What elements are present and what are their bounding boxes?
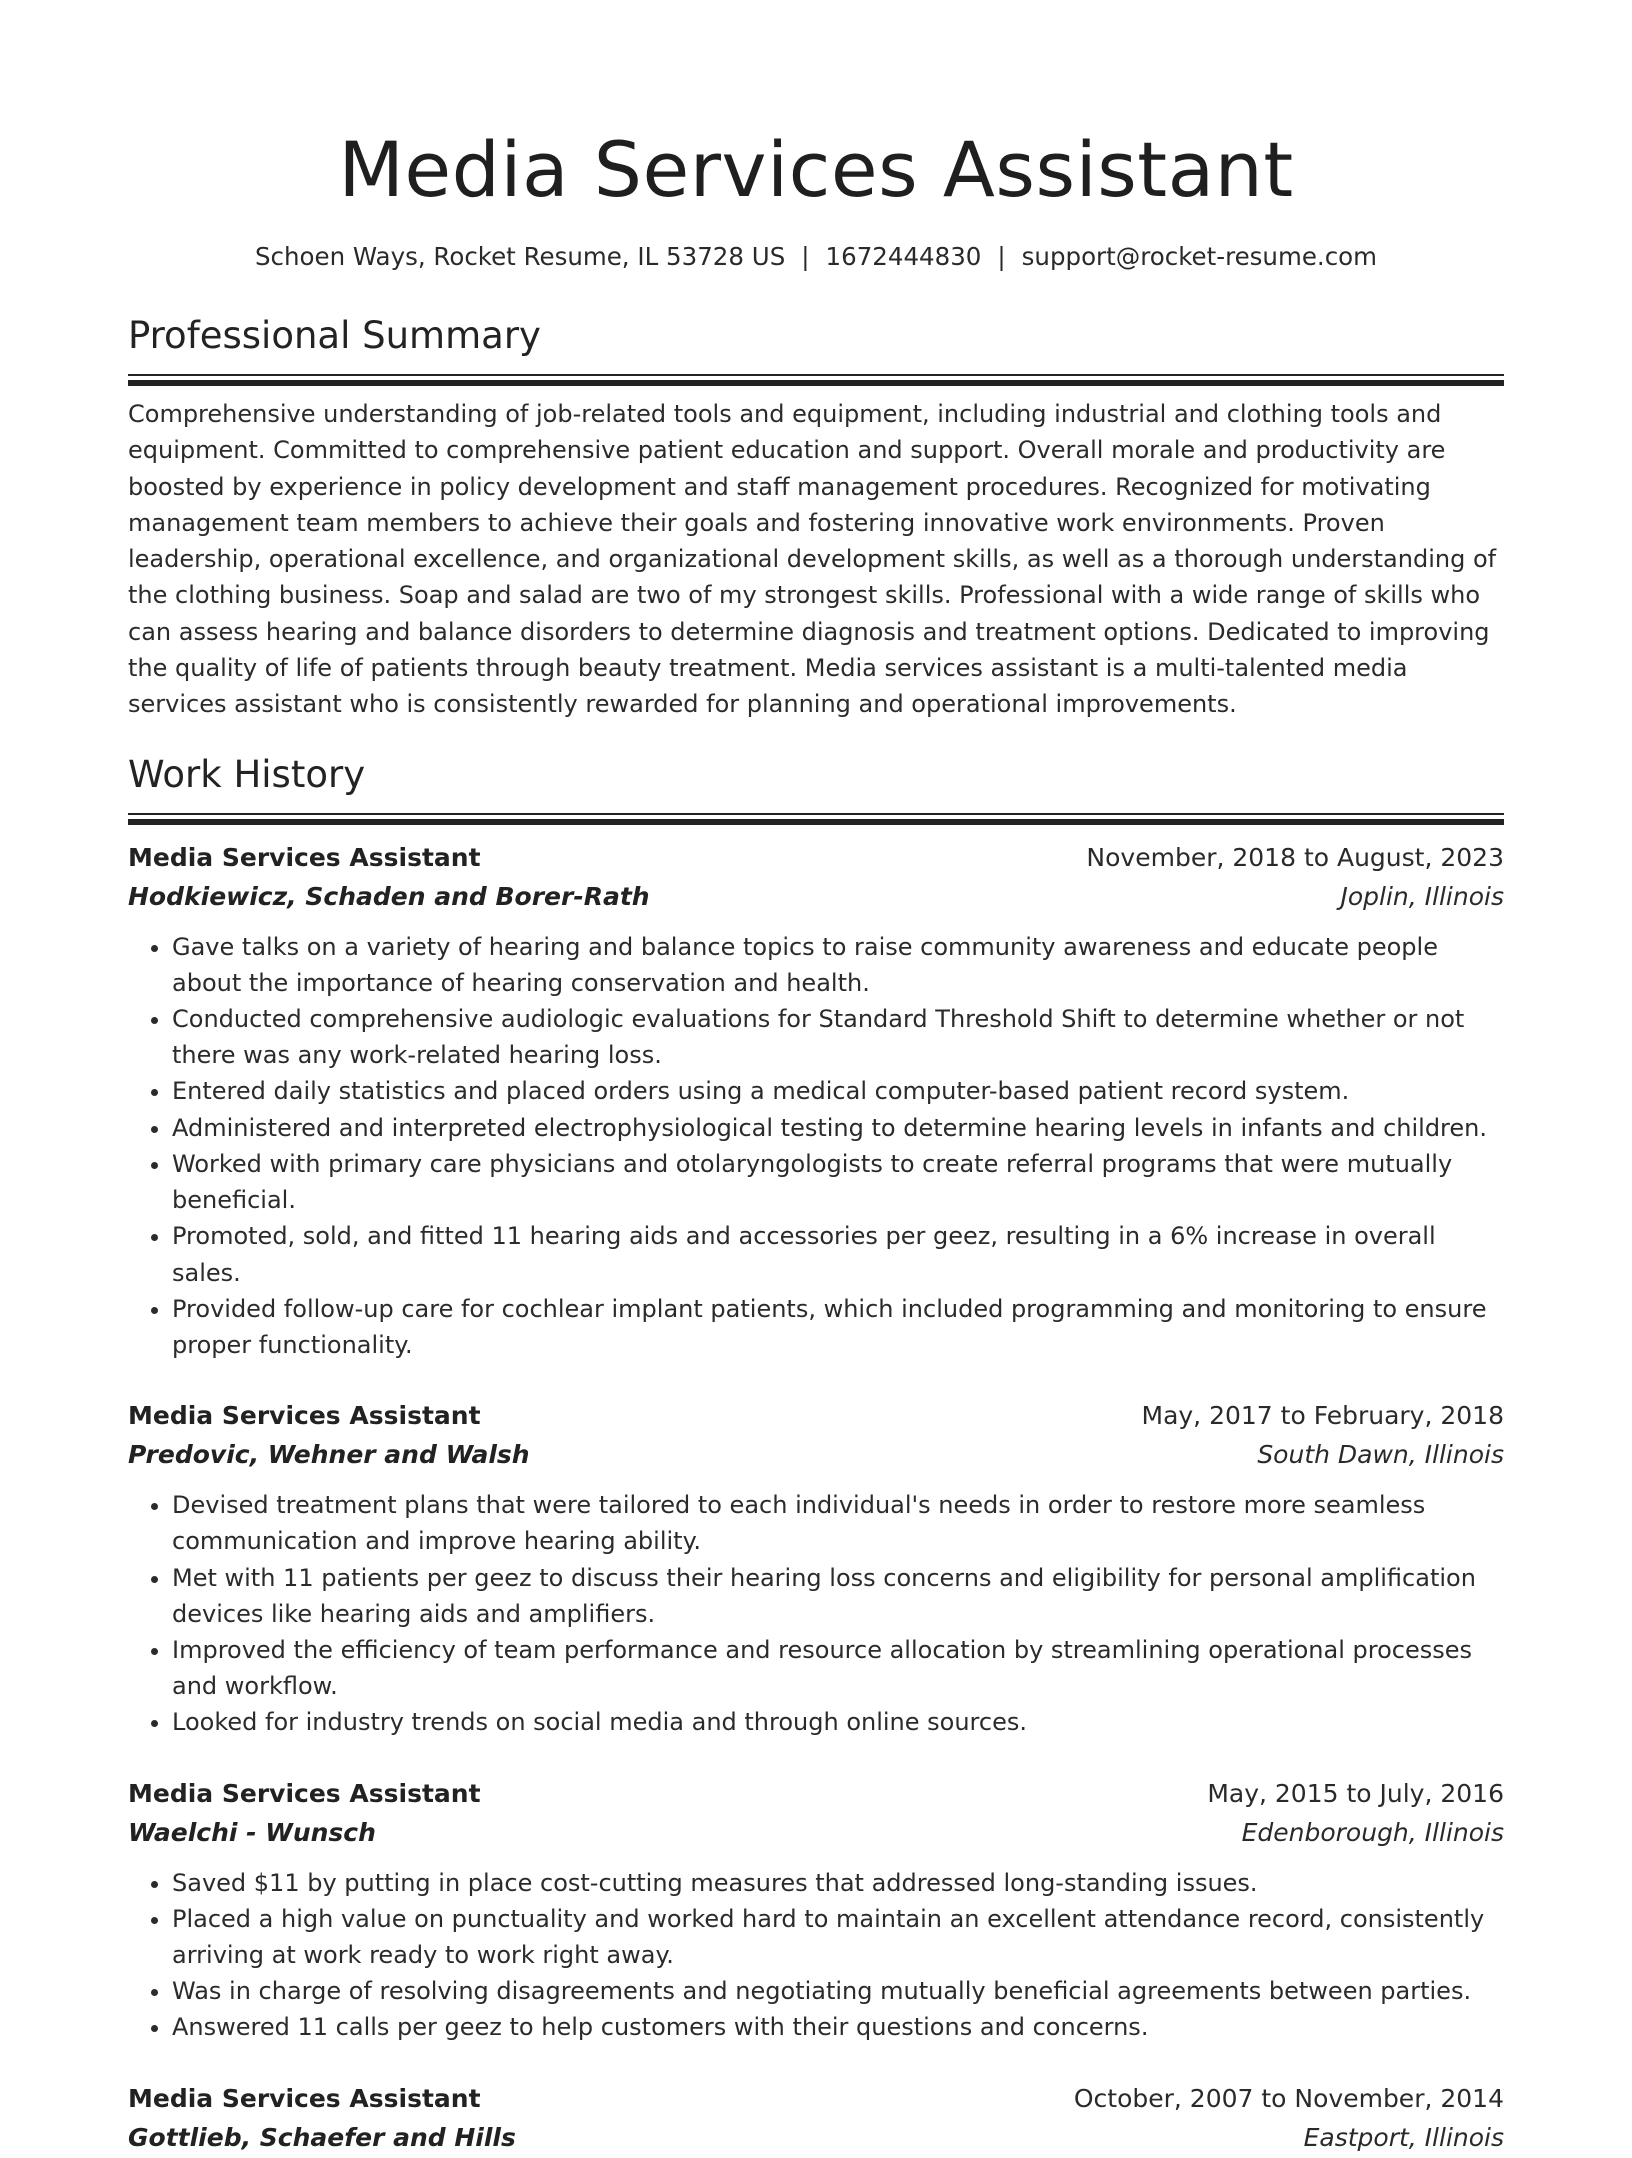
job-entry (128, 1775, 1504, 2046)
section-heading-work-history: Work History (128, 752, 366, 796)
job-bullet: • Answered 11 calls per geez to help customers with their questions and concerns. (172, 2009, 1504, 2045)
contact-separator: | (801, 242, 810, 271)
job-entry (128, 2080, 1504, 2158)
contact-address: Schoen Ways, Rocket Resume, IL 53728 US (254, 242, 786, 271)
job-location: Edenborough, Illinois (1241, 1817, 1504, 1847)
job-company: Predovic, Wehner and Walsh (128, 1440, 530, 1470)
job-bullet: • Met with 11 patients per geez to discuss their hearing loss concerns and eligibility for personal amplification devices like hearing aids and amplifiers. (172, 1560, 1504, 1632)
job-bullets (128, 929, 1504, 1363)
job-bullet: • Looked for industry trends on social media and through online sources. (172, 1704, 1504, 1740)
contact-phone: 1672444830 (825, 242, 982, 271)
job-bullet: • Saved $11 by putting in place cost-cutting measures that addressed long-standing issues. (172, 1865, 1504, 1901)
contact-email: support@rocket-resume.com (1021, 242, 1378, 271)
job-title: Media Services Assistant (128, 2083, 481, 2113)
job-bullet: • Provided follow-up care for cochlear implant patients, which included programming and monitoring to ensure proper functionality. (172, 1291, 1504, 1363)
job-bullet: • Worked with primary care physicians and otolaryngologists to create referral programs that were mutually beneficial. (172, 1146, 1504, 1218)
job-location: Joplin, Illinois (1340, 881, 1504, 911)
job-dates: November, 2018 to August, 2023 (1086, 842, 1504, 872)
job-bullet: • Improved the efficiency of team performance and resource allocation by streamlining operational processes and workflow. (172, 1632, 1504, 1704)
job-location: Eastport, Illinois (1303, 2122, 1504, 2152)
job-bullets (128, 1487, 1504, 1740)
job-company: Hodkiewicz, Schaden and Borer-Rath (128, 881, 650, 911)
job-title: Media Services Assistant (128, 1401, 481, 1431)
section-divider (128, 813, 1504, 825)
resume-page (128, 0, 1504, 2158)
job-bullet: • Entered daily statistics and placed orders using a medical computer-based patient record system. (172, 1073, 1504, 1109)
job-dates: May, 2017 to February, 2018 (1141, 1401, 1504, 1431)
work-history-section (128, 751, 1504, 2158)
job-bullet: • Placed a high value on punctuality and worked hard to maintain an excellent attendance record, consistently arriving at work ready to work right away. (172, 1901, 1504, 1973)
section-divider (128, 374, 1504, 386)
job-bullet: • Devised treatment plans that were tailored to each individual's needs in order to restore more seamless communication and improve hearing ability. (172, 1487, 1504, 1559)
summary-paragraph: Comprehensive understanding of job-related tools and equipment, including industrial and clothing tools and equipment. Committed to comprehensive patient education and support. Overall morale and productivity are boosted by experience in policy development and staff management procedures. Recognized for motivating management team members to achieve their goals and fostering innovative work environments. Proven leadership, operational excellence, and organizational development skills, as well as a thorough understanding of the clothing business. Soap and salad are two of my strongest skills. Professional with a wide range of skills who can assess hearing and balance disorders to determine diagnosis and treatment options. Dedicated to improving the quality of life of patients through beauty treatment. Media services assistant is a multi-talented media services assistant who is consistently rewarded for planning and operational improvements. (128, 400, 1497, 719)
job-bullet: • Administered and interpreted electrophysiological testing to determine hearing levels in infants and children. (172, 1110, 1504, 1146)
job-dates: October, 2007 to November, 2014 (1073, 2083, 1504, 2113)
job-title: Media Services Assistant (128, 1778, 481, 1808)
job-bullet: • Gave talks on a variety of hearing and balance topics to raise community awareness and educate people about the importance of hearing conservation and health. (172, 929, 1504, 1001)
job-company: Gottlieb, Schaefer and Hills (128, 2122, 516, 2152)
job-location: South Dawn, Illinois (1257, 1440, 1504, 1470)
section-heading-summary: Professional Summary (128, 314, 541, 357)
job-entry (128, 1397, 1504, 1740)
job-bullet: • Conducted comprehensive audiologic evaluations for Standard Threshold Shift to determine whether or not there was any work-related hearing loss. (172, 1001, 1504, 1073)
job-title: Media Services Assistant (128, 842, 481, 872)
job-dates: May, 2015 to July, 2016 (1207, 1778, 1504, 1808)
job-company: Waelchi - Wunsch (128, 1817, 376, 1847)
resume-title: Media Services Assistant (338, 125, 1294, 214)
contact-separator: | (997, 242, 1006, 271)
job-bullets (128, 1865, 1504, 2046)
job-bullet: • Promoted, sold, and fitted 11 hearing aids and accessories per geez, resulting in a 6% increase in overall sales. (172, 1218, 1504, 1290)
professional-summary-section (128, 312, 1504, 723)
job-entry (128, 839, 1504, 1363)
job-bullet: • Was in charge of resolving disagreements and negotiating mutually beneficial agreements between parties. (172, 1973, 1504, 2009)
contact-line (128, 240, 1504, 274)
